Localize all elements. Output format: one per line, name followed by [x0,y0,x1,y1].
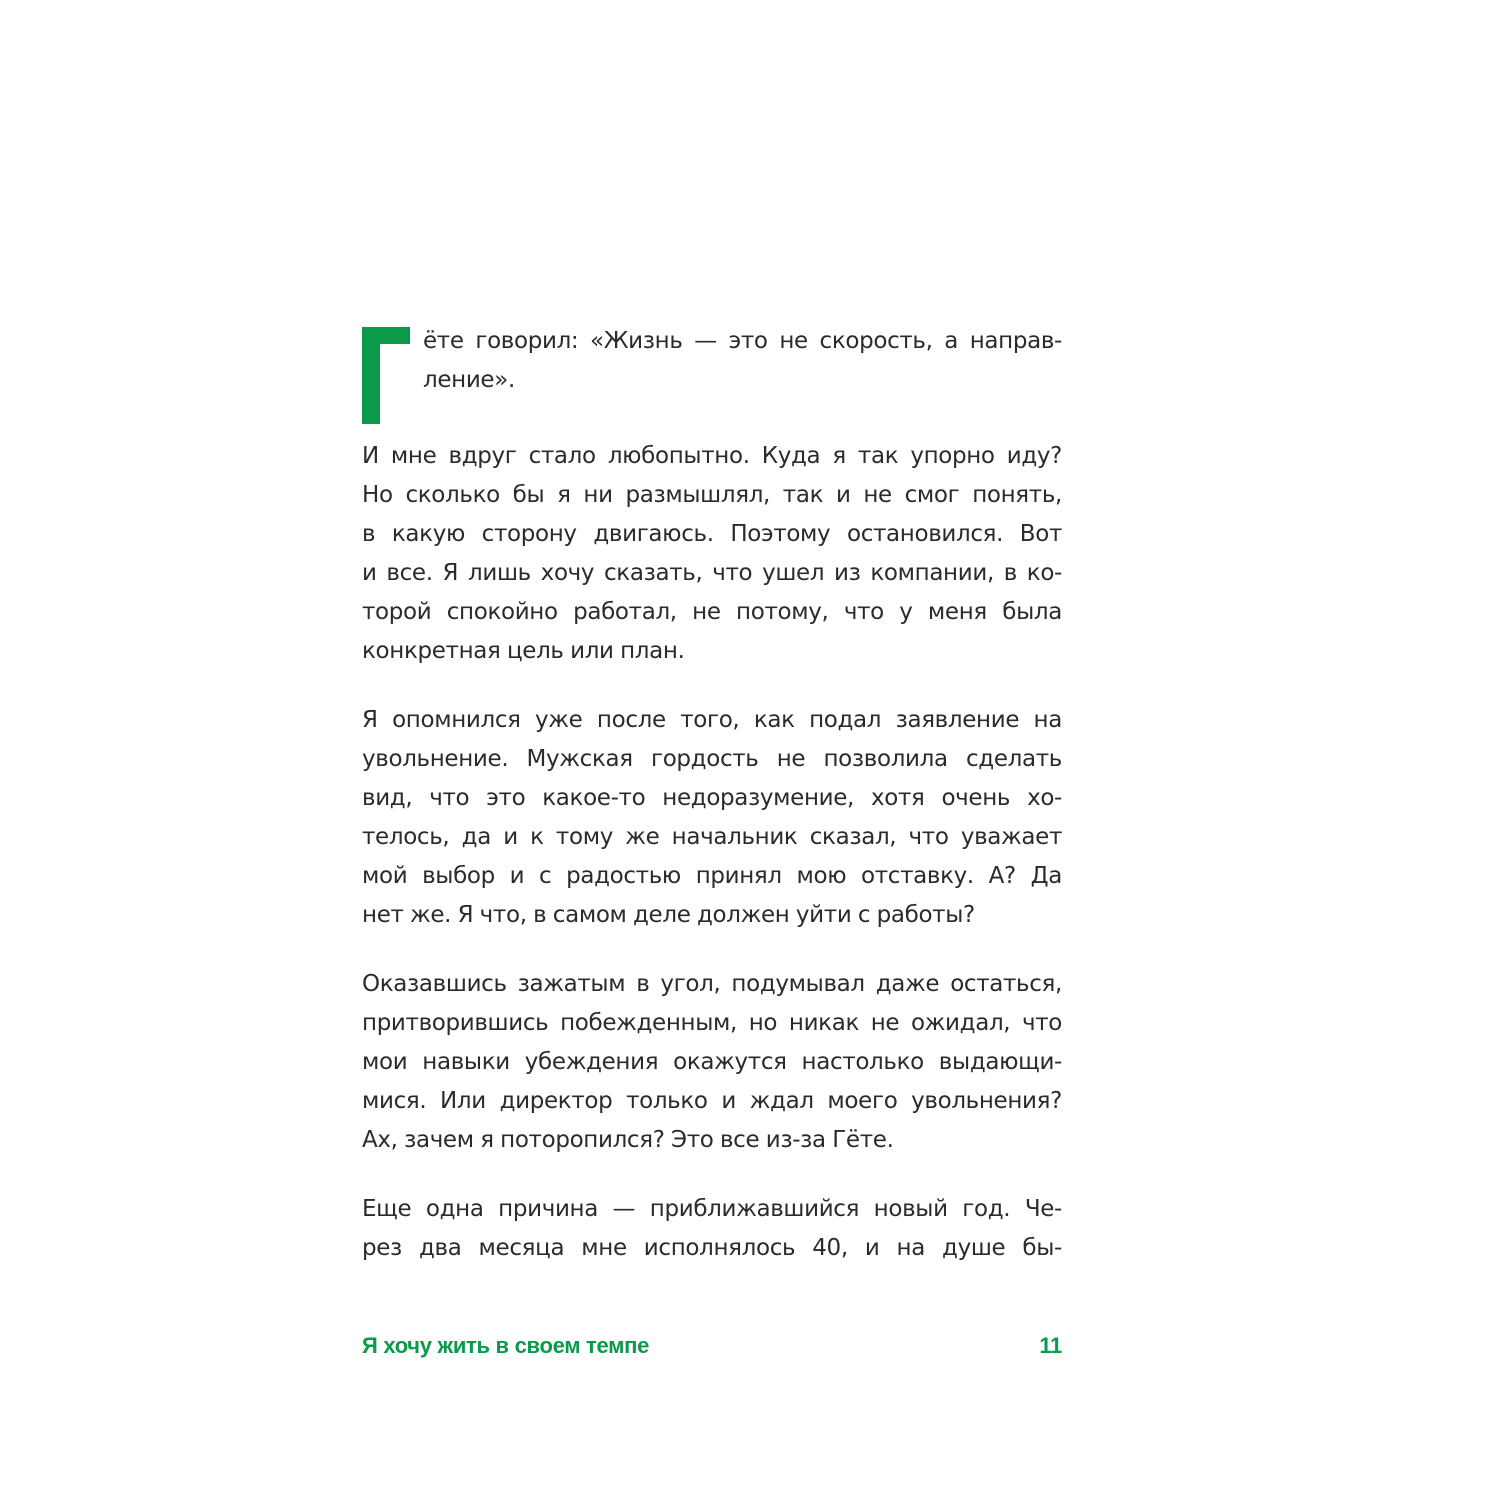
text-line: мой выбор и с радостью принял мою отставку. А? Да [362,863,1062,889]
running-title: Я хочу жить в своем темпе [362,1333,650,1358]
opening-paragraph-lines [423,322,1062,400]
text-line: нет же. Я что, в самом деле должен уйти с работы? [362,902,975,928]
text-line: Я опомнился уже после того, как подал заявление на [362,707,1062,733]
text-line: ёте говорил: «Жизнь — это не скорость, а направ- [423,328,1062,354]
page-number: 11 [1039,1333,1062,1358]
text-line: рез два месяца мне исполнялось 40, и на душе бы- [362,1235,1062,1261]
text-line: Ах, зачем я поторопился? Это все из-за Гёте. [362,1127,894,1153]
drop-cap-stem [362,327,380,424]
text-line: Но сколько бы я ни размышлял, так и не смог понять, [362,482,1062,508]
text-line: вид, что это какое-то недоразумение, хотя очень хо- [362,785,1062,811]
text-line: притворившись побежденным, но никак не ожидал, что [362,1010,1062,1036]
text-line: Еще одна причина — приближавшийся новый год. Че- [362,1196,1062,1222]
text-line: торой спокойно работал, не потому, что у меня была [362,599,1062,625]
text-line: мися. Или директор только и ждал моего увольнения? [362,1088,1062,1114]
text-line: телось, да и к тому же начальник сказал, что уважает [362,824,1062,850]
paragraph-4 [362,1190,1062,1268]
body-text [362,322,1062,1268]
page-footer [362,1333,1062,1359]
text-line: и все. Я лишь хочу сказать, что ушел из компании, в ко- [362,560,1062,586]
text-line: в какую сторону двигаюсь. Поэтому остановился. Вот [362,521,1062,547]
paragraph-1 [362,437,1062,671]
text-line: ление». [423,367,515,393]
drop-cap-letter-ge-icon [362,327,410,424]
paragraph-3 [362,965,1062,1160]
text-line: И мне вдруг стало любопытно. Куда я так упорно иду? [362,443,1062,469]
book-page [362,322,1062,1298]
opening-paragraph [362,322,1062,424]
text-line: мои навыки убеждения окажутся настолько выдающи- [362,1049,1062,1075]
text-line: увольнение. Мужская гордость не позволила сделать [362,746,1062,772]
text-line: Оказавшись зажатым в угол, подумывал даже остаться, [362,971,1062,997]
paragraph-2 [362,701,1062,935]
text-line: конкретная цель или план. [362,638,685,664]
